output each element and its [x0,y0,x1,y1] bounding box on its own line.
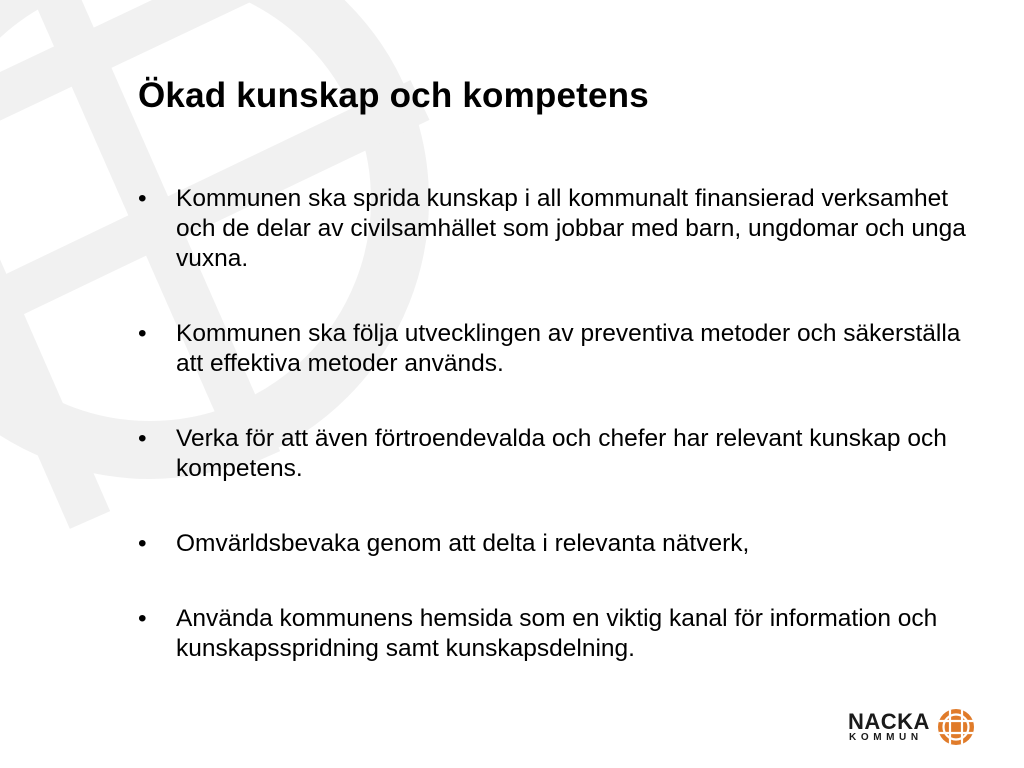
nacka-kommun-logo [848,706,980,750]
bullet-icon: • [138,605,147,632]
list-item [138,604,978,664]
logo-name-line2: KOMMUN [849,732,923,743]
slide-title: Ökad kunskap och kompetens [138,76,649,115]
list-item [138,184,978,274]
bullet-text: Kommunen ska sprida kunskap i all kommunalt finansierad verksamhet och de delar av civilsamhället som jobbar med barn, ungdomar och unga vuxna. [176,185,966,272]
bullet-icon: • [138,425,147,452]
bullet-list [138,184,978,709]
logo-emblem-icon [936,707,976,747]
bullet-icon: • [138,530,147,557]
list-item [138,424,978,484]
bullet-text: Verka för att även förtroendevalda och chefer har relevant kunskap och kompetens. [176,425,947,482]
bullet-text: Omvärldsbevaka genom att delta i relevanta nätverk, [176,530,750,557]
list-item [138,319,978,379]
list-item [138,529,978,559]
bullet-icon: • [138,185,147,212]
logo-name-line1: NACKA [848,709,930,734]
bullet-text: Använda kommunens hemsida som en viktig kanal för information och kunskapsspridning samt kunskapsdelning. [176,605,938,662]
bullet-text: Kommunen ska följa utvecklingen av preventiva metoder och säkerställa att effektiva metoder används. [176,320,961,377]
bullet-icon: • [138,320,147,347]
